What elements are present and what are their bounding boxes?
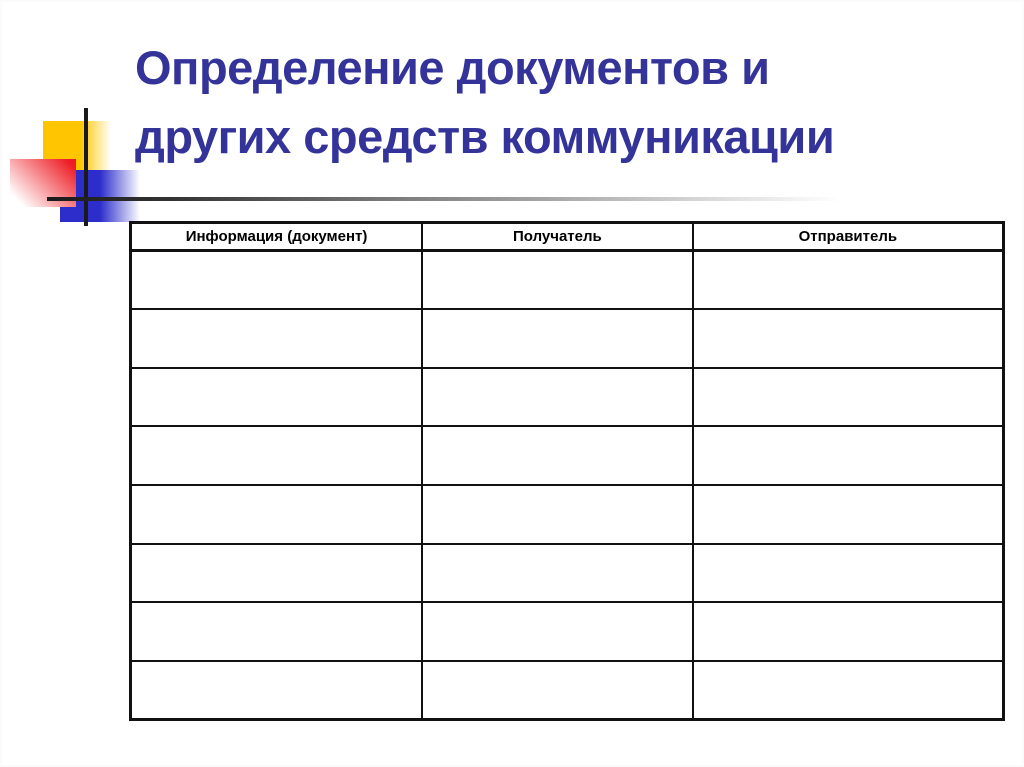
table-cell xyxy=(693,426,1004,485)
table-header-row xyxy=(131,223,1004,251)
table-cell xyxy=(422,602,693,661)
table-cell xyxy=(131,544,423,603)
worksheet-table xyxy=(129,221,1005,721)
table-body xyxy=(131,251,1004,720)
table-cell xyxy=(693,368,1004,427)
slide-title-line-2: других средств коммуникации xyxy=(135,110,835,163)
table-cell xyxy=(422,309,693,368)
table-cell xyxy=(131,251,423,310)
table-header-information: Информация (документ) xyxy=(131,223,423,251)
slide-title xyxy=(135,33,895,171)
table-row xyxy=(131,368,1004,427)
slide-title-line-1: Определение документов и xyxy=(135,41,770,94)
table-cell xyxy=(131,426,423,485)
table-cell xyxy=(131,485,423,544)
table-cell xyxy=(422,661,693,720)
table-row xyxy=(131,485,1004,544)
table-cell xyxy=(693,485,1004,544)
table-cell xyxy=(131,661,423,720)
table-cell xyxy=(693,602,1004,661)
table-cell xyxy=(693,309,1004,368)
table-row xyxy=(131,544,1004,603)
table-cell xyxy=(422,426,693,485)
table-header-sender: Отправитель xyxy=(693,223,1004,251)
table-row xyxy=(131,661,1004,720)
table-row xyxy=(131,602,1004,661)
horizontal-rule-gradient xyxy=(47,197,875,201)
vertical-crosshair-line xyxy=(84,108,88,226)
table-row xyxy=(131,426,1004,485)
table-cell xyxy=(422,544,693,603)
table-cell xyxy=(693,544,1004,603)
table-cell xyxy=(131,368,423,427)
table-cell xyxy=(693,251,1004,310)
table-row xyxy=(131,309,1004,368)
table-cell xyxy=(131,309,423,368)
table-cell xyxy=(422,251,693,310)
table-cell xyxy=(693,661,1004,720)
table-cell xyxy=(422,368,693,427)
table-header-recipient: Получатель xyxy=(422,223,693,251)
table-cell xyxy=(131,602,423,661)
table-cell xyxy=(422,485,693,544)
table-row xyxy=(131,251,1004,310)
